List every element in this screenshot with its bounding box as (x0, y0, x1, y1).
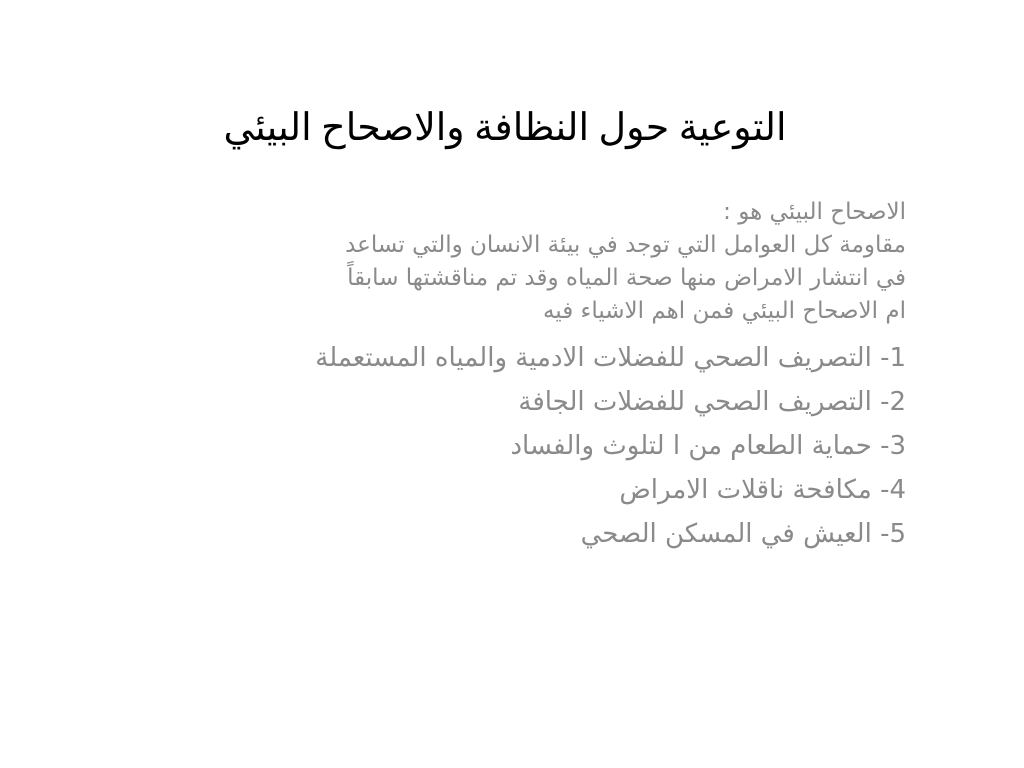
items-list (186, 336, 906, 556)
list-item-3: 3- حماية الطعام من ا لتلوث والفساد (510, 431, 906, 461)
intro-line-definition-2: في انتشار الامراض منها صحة المياه وقد تم مناقشتها سابقاً (347, 265, 906, 291)
slide-body (186, 196, 906, 556)
intro-paragraph (186, 196, 906, 328)
list-item-1: 1- التصريف الصحي للفضلات الادمية والمياه المستعملة (315, 343, 906, 373)
intro-line-definition-1: مقاومة كل العوامل التي توجد في بيئة الانسان والتي تساعد (345, 232, 906, 258)
list-item-2: 2- التصريف الصحي للفضلات الجافة (518, 387, 906, 417)
list-item-4: 4- مكافحة ناقلات الامراض (619, 475, 906, 505)
list-item-5: 5- العيش في المسكن الصحي (580, 519, 906, 549)
intro-line-list-lead: ام الاصحاح البيئي فمن اهم الاشياء فيه (542, 298, 906, 324)
slide-title: التوعية حول النظافة والاصحاح البيئي (223, 107, 787, 149)
intro-line-definition-heading: الاصحاح البيئي هو : (723, 199, 906, 225)
